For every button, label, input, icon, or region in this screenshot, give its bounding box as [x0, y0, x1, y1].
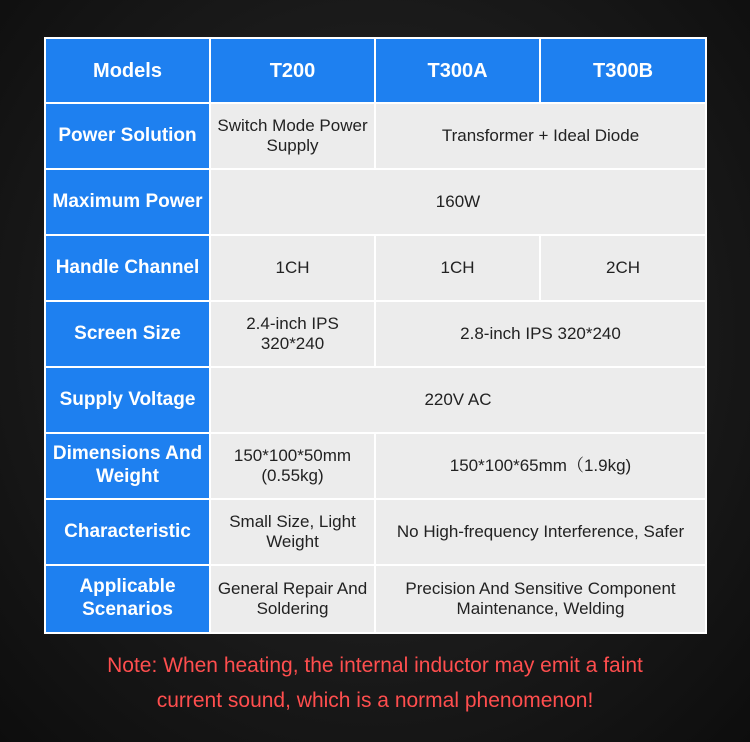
row-label-power-solution: Power Solution — [45, 103, 210, 169]
table-row — [45, 367, 706, 433]
cell-handle-channel-t200: 1CH — [210, 235, 375, 301]
cell-screen-size-t200: 2.4-inch IPS 320*240 — [210, 301, 375, 367]
row-label-dimensions-weight: Dimensions And Weight — [45, 433, 210, 499]
note-line-2: current sound, which is a normal phenomenon! — [156, 689, 594, 712]
cell-maximum-power: 160W — [210, 169, 706, 235]
header-t300b: T300B — [540, 38, 706, 103]
cell-scenarios-t300: Precision And Sensitive Component Maintenance, Welding — [375, 565, 706, 633]
cell-dimensions-t300: 150*100*65mm（1.9kg) — [375, 433, 706, 499]
header-models: Models — [45, 38, 210, 103]
cell-characteristic-t200: Small Size, Light Weight — [210, 499, 375, 565]
cell-scenarios-t200: General Repair And Soldering — [210, 565, 375, 633]
cell-characteristic-t300: No High-frequency Interference, Safer — [375, 499, 706, 565]
table-row — [45, 565, 706, 633]
model-comparison-table — [44, 37, 707, 634]
cell-dimensions-t200: 150*100*50mm (0.55kg) — [210, 433, 375, 499]
table-row — [45, 103, 706, 169]
cell-supply-voltage: 220V AC — [210, 367, 706, 433]
table-row — [45, 235, 706, 301]
row-label-characteristic: Characteristic — [45, 499, 210, 565]
row-label-screen-size: Screen Size — [45, 301, 210, 367]
cell-power-solution-t300: Transformer + Ideal Diode — [375, 103, 706, 169]
header-row — [45, 38, 706, 103]
cell-power-solution-t200: Switch Mode Power Supply — [210, 103, 375, 169]
table-row — [45, 499, 706, 565]
header-t200: T200 — [210, 38, 375, 103]
table-row — [45, 169, 706, 235]
table-row — [45, 433, 706, 499]
cell-screen-size-t300: 2.8-inch IPS 320*240 — [375, 301, 706, 367]
cell-handle-channel-t300b: 2CH — [540, 235, 706, 301]
warning-note — [0, 648, 750, 718]
row-label-maximum-power: Maximum Power — [45, 169, 210, 235]
cell-handle-channel-t300a: 1CH — [375, 235, 540, 301]
row-label-supply-voltage: Supply Voltage — [45, 367, 210, 433]
comparison-table-container — [44, 37, 705, 632]
row-label-handle-channel: Handle Channel — [45, 235, 210, 301]
header-t300a: T300A — [375, 38, 540, 103]
note-line-1: Note: When heating, the internal inductor may emit a faint — [107, 654, 643, 677]
row-label-applicable-scenarios: Applicable Scenarios — [45, 565, 210, 633]
table-row — [45, 301, 706, 367]
